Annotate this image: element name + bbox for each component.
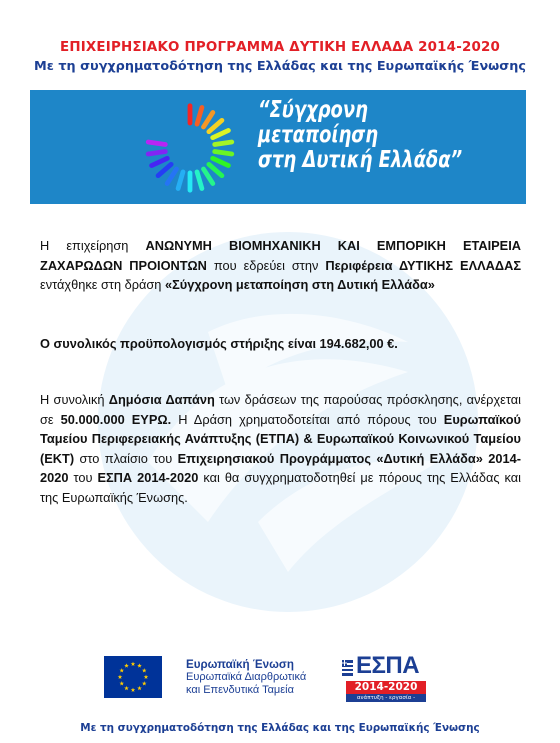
header-subtitle: Με τη συγχρηματοδότηση της Ελλάδας και της Ευρωπαϊκής Ένωσης [34,59,526,74]
text: εντάχθηκε στη δράση [40,277,165,292]
fund-names: Ευρωπαϊκού Ταμείου Περιφερειακής Ανάπτυξης (ΕΤΠΑ) & Ευρωπαϊκού Κοινωνικού Ταμείου (ΕΚΤ) [40,411,521,466]
banner-slogan-line: “Σύγχρονη [258,97,368,123]
espa-logo [342,652,430,709]
text: του [68,470,98,485]
text: Η Δράση χρηματοδοτείται από πόρους του [171,411,444,427]
program-banner [30,90,526,204]
region-name: Περιφέρεια ΔΥΤΙΚΗΣ ΕΛΛΑΔΑΣ [325,257,522,273]
wheel-segment [158,164,171,175]
footer [0,650,560,743]
main-content [40,236,521,507]
wheel-segment [178,172,183,189]
text: στο πλαίσιο του [74,450,178,466]
wheel-segment [197,107,202,124]
action-name: «Σύγχρονη μεταποίηση στη Δυτική Ελλάδα» [164,277,435,292]
wheel-segment [152,158,168,165]
text: Η συνολική [40,392,109,407]
espa-wordmark: ΕΣΠΑ [356,652,420,679]
wheel-segment [215,152,232,154]
budget-statement: Ο συνολικός προϋπολογισμός στήριξης είναι 194.682,00 €. [40,335,398,351]
header [0,40,560,74]
eu-funds-label [186,658,306,697]
wheel-segment [148,152,165,154]
eu-flag-icon [104,656,162,698]
espa-tagline: ανάπτυξη - εργασία - αλληλεγγύη [346,694,426,702]
text: των δράσεων της παρούσας πρόσκλησης, ανέρχεται σε [40,392,521,427]
espa-name: ΕΣΠΑ 2014-2020 [97,470,199,485]
wheel-segment [203,169,212,184]
text: και θα συγχρηματοδοτηθεί με πόρους της Ελλάδας και της Ευρωπαϊκής Ένωσης. [40,470,521,505]
eu-line: και Επενδυτικά Ταμεία [186,684,294,696]
funding-paragraph [40,390,521,507]
wheel-segment [213,130,229,137]
wheel-segment [197,172,202,189]
text: που εδρεύει στην [206,257,326,273]
footer-subtitle: Με τη συγχρηματοδότηση της Ελλάδας και της Ευρωπαϊκής Ένωσης [80,722,480,734]
wheel-segment [148,142,165,144]
total-amount: 50.000.000 ΕΥΡΩ. [60,411,172,427]
eu-title: Ευρωπαϊκή Ένωση [186,658,294,671]
wheel-segment [215,142,232,144]
wheel-segment [203,112,212,127]
wheel-segment [209,164,222,175]
header-title: ΕΠΙΧΕΙΡΗΣΙΑΚΟ ΠΡΟΓΡΑΜΜΑ ΔΥΤΙΚΗ ΕΛΛΑΔΑ 2014-2020 [59,40,501,55]
company-name: ΑΝΩΝΥΜΗ ΒΙΟΜΗΧΑΝΙΚΗ ΚΑΙ ΕΜΠΟΡΙΚΗ ΕΤΑΙΡΕΙΑ ΖΑΧΑΡΩΔΩΝ ΠΡΟΙΟΝΤΩΝ [40,238,522,273]
color-wheel-icon [142,100,238,196]
text: Η επιχείρηση [40,238,146,253]
announcement-paragraph [40,236,521,295]
wheel-segment [213,158,229,165]
wheel-segment [167,169,176,184]
program-name: Επιχειρησιακού Προγράμματος «Δυτική Ελλάδα» 2014-2020 [40,450,522,485]
banner-slogan [258,98,461,173]
public-expenditure: Δημόσια Δαπάνη [108,392,215,407]
espa-years: 2014-2020 [346,681,426,694]
wheel-segment [209,120,222,131]
greek-flag-icon [342,660,353,676]
banner-slogan-line: στη Δυτική Ελλάδα” [258,147,463,173]
eu-line: Ευρωπαϊκά Διαρθρωτικά [186,671,307,683]
banner-slogan-line: μεταποίηση [258,122,378,148]
